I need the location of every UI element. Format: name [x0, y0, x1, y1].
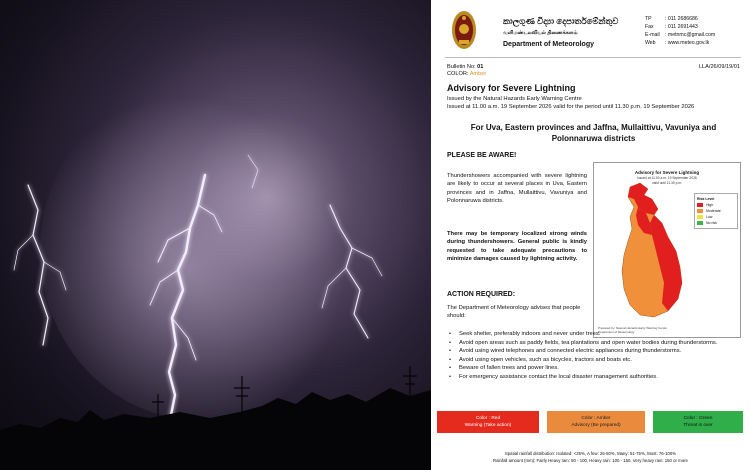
- bulletin-meta: Bulletin No: 01 COLOR: Amber: [447, 64, 487, 77]
- bulletin-number: 01: [477, 64, 484, 70]
- action-required-heading: ACTION REQUIRED:: [447, 291, 516, 298]
- map-title: Advisory for Severe Lightning: [634, 170, 700, 175]
- letterhead: [445, 6, 741, 58]
- list-item: • Seek shelter, preferably indoors and never under trees.: [447, 330, 743, 338]
- list-item: • Avoid using wired telephones and connected electric appliances during thunderstorms.: [447, 347, 743, 355]
- contact-row: Fax : 011 2691443: [645, 24, 698, 30]
- sri-lanka-emblem-icon: [451, 10, 477, 50]
- department-name-tamil: வளிமண்டலவியல் திணைக்களம்: [503, 30, 578, 36]
- contact-row: Web : www.meteo.gov.lk: [645, 40, 710, 46]
- please-be-aware-heading: PLEASE BE AWARE!: [447, 152, 517, 159]
- legend-item: High: [697, 202, 735, 208]
- contact-details: [645, 15, 715, 47]
- advisory-document: [431, 0, 750, 470]
- advise-intro: The Department of Meteorology advises that people should:: [447, 305, 581, 320]
- issue-info: Issued by the Natural Hazards Early Warning Centre Issued at 11.00 a.m. 19 September 2026 valid for the period until 11.30 p.m. 19 September 2026: [447, 96, 695, 110]
- advisory-paragraph: Thundershowers accompanied with severe lightning are likely to occur at several places in Uva, Eastern provinces and in Jaffna, Mullaittivu, Vavuniya and Polonnaruwa districts.: [447, 173, 587, 204]
- list-item: • Avoid using open vehicles, such as bicycles, tractors and boats etc.: [447, 356, 743, 364]
- map-legend: Risk Level High Moderate Low No risk: [694, 193, 738, 229]
- bulletin-color: Amber: [469, 71, 487, 77]
- advisory-title: Advisory for Severe Lightning: [447, 83, 576, 93]
- bulletin-reference: LLA/26/09/19/01: [698, 64, 740, 70]
- list-item: • For emergency assistance contact the local disaster management authorities.: [447, 373, 743, 381]
- map-subtitle: Issued at 11.00 a.m. 19 September 2026 valid until 11.30 p.m.: [637, 176, 697, 185]
- color-box-red: Color : Red Warning (Take action): [437, 411, 539, 433]
- contact-row: E-mail : metnmc@gmail.com: [645, 32, 716, 38]
- rainfall-footnote: Spatial rainfall distribution: Isolated: <25%, A few: 26-50%, Many: 51-75%, Most: 76-100% Rainfall amount (mm): Fairly Heavy rain: 50 - 100, Heavy rain: 100 - 150, Very heavy rain: 150 or more: [493, 451, 688, 463]
- list-item: • Beware of fallen trees and power lines.: [447, 364, 743, 372]
- map-footer: Prepared by: Natural Hazards Early Warning Centre Department of Meteorology: [598, 326, 668, 334]
- legend-item: Low: [697, 214, 735, 220]
- list-item: • Avoid open areas such as paddy fields, tea plantations and open water bodies during thunderstorms.: [447, 339, 743, 347]
- sri-lanka-map-icon: [594, 163, 742, 339]
- contact-row: TP : 011 2686686: [645, 16, 698, 22]
- affected-districts: For Uva, Eastern provinces and Jaffna, Mullaittivu, Vavuniya and Polonnaruwa districts: [470, 123, 717, 143]
- action-list: [447, 330, 743, 381]
- color-box-green: Color : Green Threat is over: [653, 411, 743, 433]
- department-name-english: Department of Meteorology: [503, 41, 595, 48]
- color-box-amber: Color : Amber Advisory (Be prepared): [547, 411, 645, 433]
- legend-item: Moderate: [697, 208, 735, 214]
- risk-map: [593, 162, 741, 338]
- winds-warning-paragraph: There may be temporary localized strong winds during thundershowers. General public is kindly requested to take adequate precautions to minimize damages caused by lightning activity.: [447, 231, 587, 262]
- legend-item: No risk: [697, 220, 735, 226]
- department-name-sinhala: කාලගුණ විද්‍යා දෙපාර්තමේන්තුව: [503, 16, 619, 26]
